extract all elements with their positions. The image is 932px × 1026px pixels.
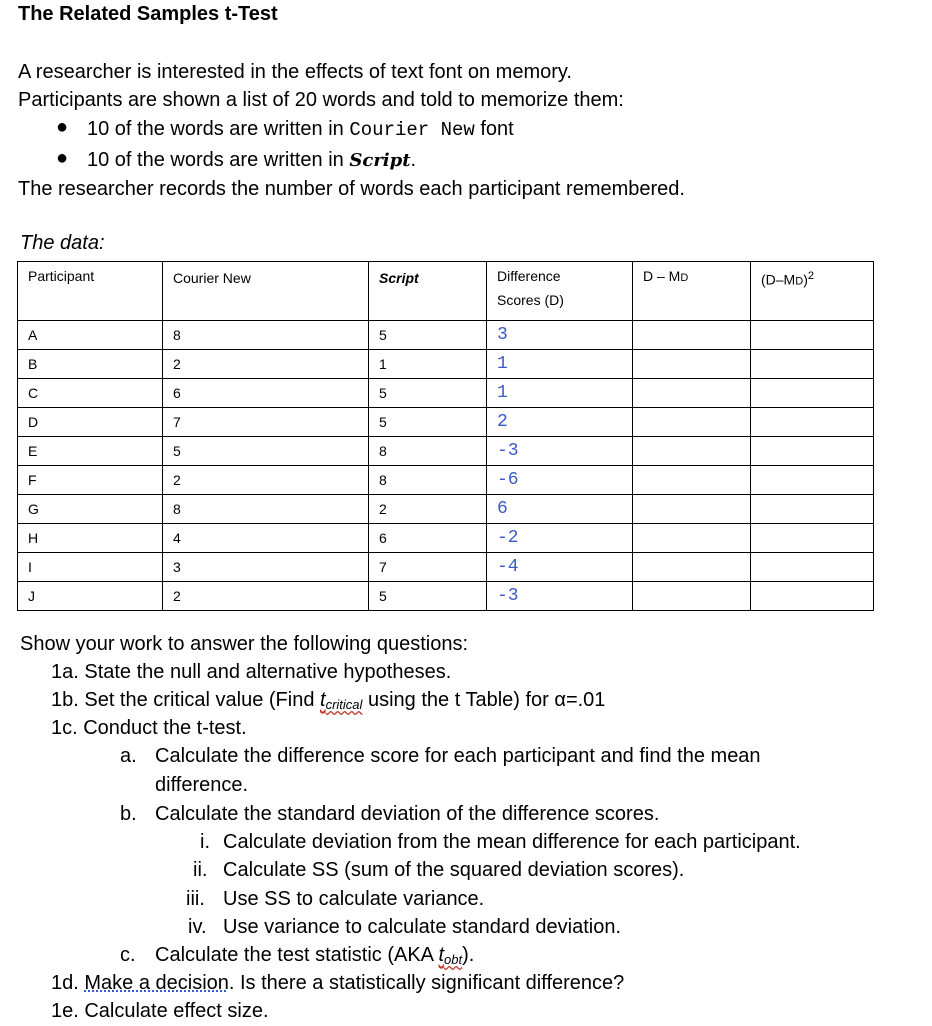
cell-squared xyxy=(751,553,874,582)
cell-d-minus-md xyxy=(633,582,751,611)
cell-courier: 5 xyxy=(163,437,369,466)
step-i-marker: i. xyxy=(200,831,210,853)
cell-courier: 8 xyxy=(163,495,369,524)
data-table xyxy=(17,261,874,611)
cell-script: 8 xyxy=(369,437,487,466)
cell-script: 2 xyxy=(369,495,487,524)
step-b-text: Calculate the standard deviation of the difference scores. xyxy=(155,803,660,825)
table-row xyxy=(18,350,874,379)
table-row xyxy=(18,379,874,408)
bullet-dot-icon: ● xyxy=(56,147,69,169)
cell-squared xyxy=(751,495,874,524)
cell-participant: C xyxy=(18,379,163,408)
bullet-dot-icon: ● xyxy=(56,116,69,138)
cell-participant: F xyxy=(18,466,163,495)
cell-script: 8 xyxy=(369,466,487,495)
cell-d-minus-md xyxy=(633,524,751,553)
cell-d-minus-md xyxy=(633,408,751,437)
cell-difference: -3 xyxy=(487,437,633,466)
cell-difference: -3 xyxy=(487,582,633,611)
question-1e: 1e. Calculate effect size. xyxy=(51,1000,269,1022)
table-row xyxy=(18,495,874,524)
cell-squared xyxy=(751,437,874,466)
cell-participant: E xyxy=(18,437,163,466)
question-1a: 1a. State the null and alternative hypotheses. xyxy=(51,661,452,683)
step-iii-marker: iii. xyxy=(186,888,205,910)
cell-difference: 2 xyxy=(487,408,633,437)
cell-participant: G xyxy=(18,495,163,524)
cell-courier: 4 xyxy=(163,524,369,553)
cell-d-minus-md xyxy=(633,379,751,408)
cell-script: 5 xyxy=(369,379,487,408)
cell-difference: -4 xyxy=(487,553,633,582)
cell-d-minus-md xyxy=(633,350,751,379)
table-row xyxy=(18,466,874,495)
make-a-decision-link[interactable]: Make a decision xyxy=(84,972,229,994)
cell-d-minus-md xyxy=(633,553,751,582)
question-1b: 1b. Set the critical value (Find tcritical using the t Table) for α=.01 xyxy=(51,689,606,712)
cell-squared xyxy=(751,582,874,611)
table-row xyxy=(18,582,874,611)
table-row xyxy=(18,437,874,466)
cell-difference: -2 xyxy=(487,524,633,553)
cell-participant: D xyxy=(18,408,163,437)
cell-courier: 2 xyxy=(163,582,369,611)
step-iii-text: Use SS to calculate variance. xyxy=(223,888,485,910)
cell-squared xyxy=(751,379,874,408)
question-1d: 1d. Make a decision. Is there a statistically significant difference? xyxy=(51,972,625,994)
cell-d-minus-md xyxy=(633,321,751,350)
intro-line-2: Participants are shown a list of 20 words and told to memorize them: xyxy=(18,89,624,111)
cell-difference: 1 xyxy=(487,350,633,379)
question-1c: 1c. Conduct the t-test. xyxy=(51,717,247,739)
cell-courier: 3 xyxy=(163,553,369,582)
cell-squared xyxy=(751,321,874,350)
step-iv-text: Use variance to calculate standard deviation. xyxy=(223,916,622,938)
header-script: Script xyxy=(369,262,487,321)
cell-difference: 3 xyxy=(487,321,633,350)
cell-script: 1 xyxy=(369,350,487,379)
step-a-line-2: difference. xyxy=(155,774,249,796)
step-ii-marker: ii. xyxy=(193,859,208,881)
page-title: The Related Samples t-Test xyxy=(18,3,278,25)
cell-script: 5 xyxy=(369,408,487,437)
header-squared: $(D-MD)^2$ xyxy=(751,262,874,321)
cell-participant: I xyxy=(18,553,163,582)
cell-squared xyxy=(751,466,874,495)
step-c-text: Calculate the test statistic (AKA tobt). xyxy=(155,944,475,967)
cell-courier: 6 xyxy=(163,379,369,408)
table-header-row xyxy=(18,262,874,321)
cell-courier: 2 xyxy=(163,466,369,495)
intro-line-1: A researcher is interested in the effects of text font on memory. xyxy=(18,61,572,83)
bullet-item-script: 10 of the words are written in Script. xyxy=(87,149,417,171)
step-a-marker: a. xyxy=(120,745,137,767)
cell-d-minus-md xyxy=(633,437,751,466)
cell-courier: 7 xyxy=(163,408,369,437)
table-row xyxy=(18,321,874,350)
cell-participant: J xyxy=(18,582,163,611)
step-iv-marker: iv. xyxy=(188,916,207,938)
cell-d-minus-md xyxy=(633,495,751,524)
cell-participant: A xyxy=(18,321,163,350)
step-ii-text: Calculate SS (sum of the squared deviation scores). xyxy=(223,859,685,881)
header-courier-new: Courier New xyxy=(163,262,369,321)
cell-script: 7 xyxy=(369,553,487,582)
data-label: The data: xyxy=(20,232,105,254)
header-d-minus-md: D – MD xyxy=(633,262,751,321)
step-i-text: Calculate deviation from the mean difference for each participant. xyxy=(223,831,801,853)
cell-script: 5 xyxy=(369,321,487,350)
header-participant: Participant xyxy=(18,262,163,321)
intro-line-3: The researcher records the number of words each participant remembered. xyxy=(18,178,685,200)
cell-d-minus-md xyxy=(633,466,751,495)
cell-script: 5 xyxy=(369,582,487,611)
cell-participant: B xyxy=(18,350,163,379)
cell-difference: -6 xyxy=(487,466,633,495)
step-a-line-1: Calculate the difference score for each participant and find the mean xyxy=(155,745,761,767)
step-c-marker: c. xyxy=(120,944,136,966)
table-row xyxy=(18,524,874,553)
bullet-item-courier: 10 of the words are written in Courier New font xyxy=(87,118,514,141)
cell-courier: 8 xyxy=(163,321,369,350)
table-row xyxy=(18,408,874,437)
cell-squared xyxy=(751,350,874,379)
cell-script: 6 xyxy=(369,524,487,553)
step-b-marker: b. xyxy=(120,803,137,825)
header-difference: Difference Scores (D) xyxy=(487,262,633,321)
cell-courier: 2 xyxy=(163,350,369,379)
cell-squared xyxy=(751,408,874,437)
cell-difference: 1 xyxy=(487,379,633,408)
table-row xyxy=(18,553,874,582)
cell-difference: 6 xyxy=(487,495,633,524)
cell-squared xyxy=(751,524,874,553)
questions-intro: Show your work to answer the following questions: xyxy=(20,633,469,655)
cell-participant: H xyxy=(18,524,163,553)
